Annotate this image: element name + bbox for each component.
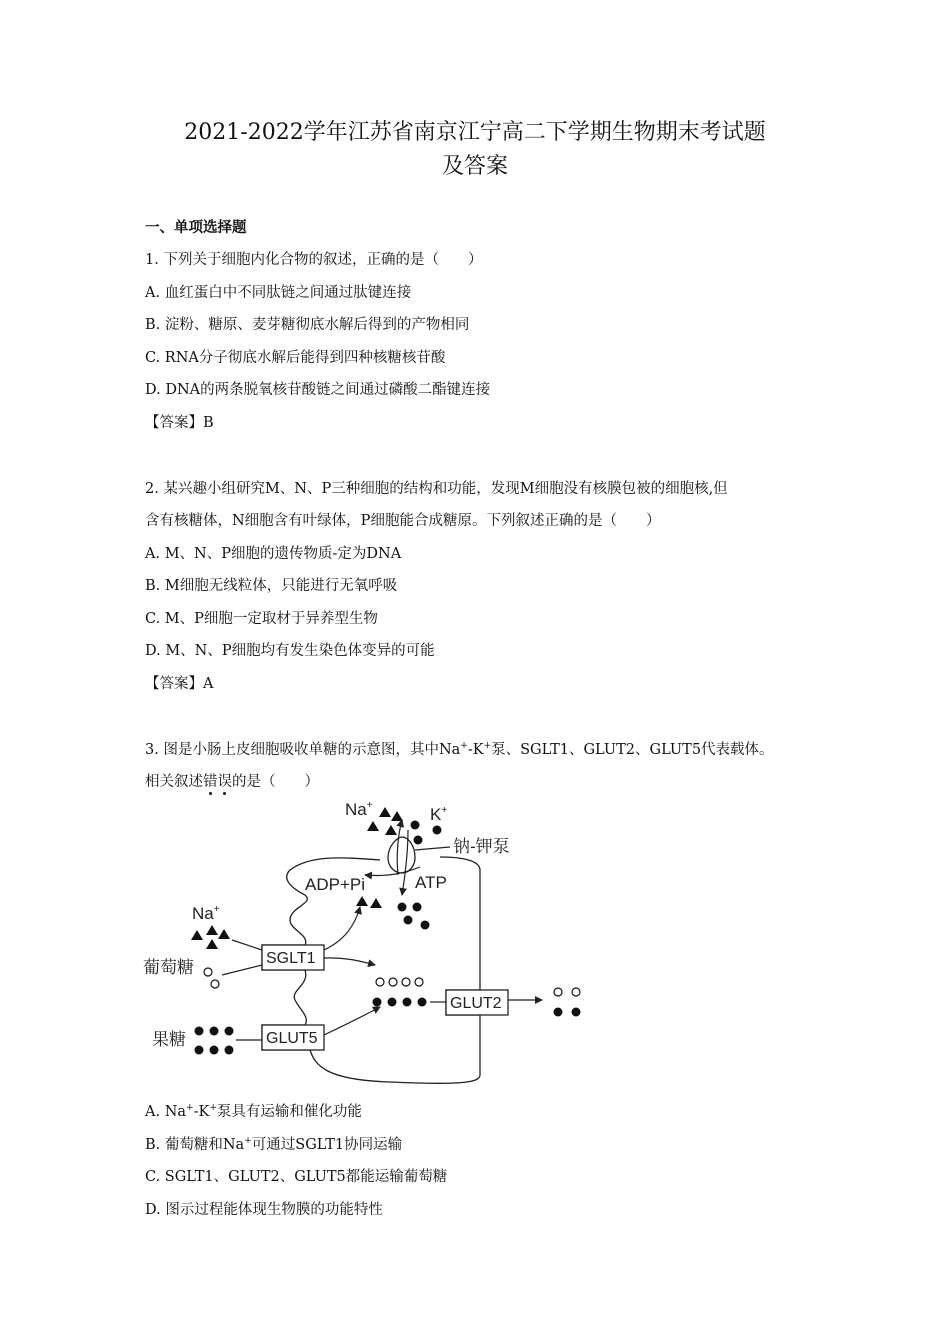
- section-heading: 一、单项选择题: [145, 219, 247, 236]
- document-title-line-1: 2021-2022学年江苏省南京江宁高二下学期生物期末考试题: [184, 120, 766, 145]
- k-top-label: K+: [430, 805, 448, 824]
- potassium-ions-outside-top: [411, 821, 442, 845]
- glut5-label: GLUT5: [266, 1030, 318, 1047]
- adp-label: ADP+Pi: [305, 875, 365, 894]
- q1-option-c: C. RNA分子彻底水解后能得到四种核糖核苷酸: [145, 350, 446, 366]
- q3-option-d: D. 图示过程能体现生物膜的功能特性: [145, 1202, 383, 1218]
- q3-option-c: C. SGLT1、GLUT2、GLUT5都能运输葡萄糖: [145, 1169, 448, 1185]
- q1-option-b: B. 淀粉、糖原、麦芽糖彻底水解后得到的产物相同: [145, 317, 470, 333]
- pump-label: 钠-钾泵: [453, 837, 510, 856]
- pump-arrow-na-out: [397, 820, 402, 875]
- glucose-molecules-lumen: [204, 968, 219, 988]
- pump-leader-line: [415, 847, 450, 850]
- glucose-molecules-cytoplasm: [376, 978, 423, 986]
- document-title-line-2: 及答案: [441, 154, 508, 179]
- q2-answer: 【答案】A: [145, 676, 214, 692]
- na-top-label: Na+: [345, 800, 373, 819]
- fructose-molecules-lumen: [195, 1027, 234, 1055]
- q3-option-a: A. Na+-K+泵具有运输和催化功能: [145, 1103, 362, 1120]
- sglt1-input-na: [232, 940, 262, 950]
- q2-option-b: B. M细胞无线粒体，只能进行无氧呼吸: [145, 578, 398, 594]
- glucose-label: 葡萄糖: [143, 958, 194, 977]
- fructose-molecules-blood: [554, 1008, 581, 1017]
- q2-option-c: C. M、P细胞一定取材于异养型生物: [145, 611, 378, 627]
- q2-option-a: A. M、N、P细胞的遗传物质-定为DNA: [145, 546, 402, 562]
- fructose-molecules-cytoplasm: [373, 998, 427, 1007]
- q2-stem-line-1: 2. 某兴趣小组研究M、N、P三种细胞的结构和功能，发现M细胞没有核膜包被的细胞核,但: [145, 481, 728, 497]
- q1-answer: 【答案】B: [145, 415, 214, 431]
- intestinal-cell-transport-diagram: [140, 795, 600, 1095]
- glut5-arrow: [324, 1007, 380, 1035]
- glucose-molecules-blood: [554, 988, 580, 996]
- sglt1-arrow-glucose: [324, 958, 375, 965]
- q2-stem-line-2: 含有核糖体，N细胞含有叶绿体，P细胞能合成糖原。下列叙述正确的是（ ）: [145, 513, 661, 529]
- q1-option-a: A. 血红蛋白中不同肽链之间通过肽键连接: [145, 285, 412, 301]
- sodium-ions-lumen: [191, 925, 230, 949]
- emphasis-char: 误: [218, 774, 233, 790]
- q1-stem: 1. 下列关于细胞内化合物的叙述，正确的是（ ）: [145, 252, 483, 268]
- pump-arrow-k-in: [402, 830, 408, 895]
- sodium-potassium-pump: [388, 837, 415, 873]
- q3-option-b: B. 葡萄糖和Na+可通过SGLT1协同运输: [145, 1136, 403, 1153]
- sglt1-arrow-na: [324, 907, 360, 950]
- atp-label: ATP: [415, 873, 447, 892]
- fructose-label: 果糖: [152, 1030, 186, 1049]
- potassium-ions-inside: [398, 903, 430, 930]
- q3-stem-line-2: 相关叙述错 误 的是（ ）: [145, 770, 319, 791]
- sglt1-input-glucose: [222, 965, 262, 975]
- emphasis-char: 错: [203, 774, 218, 790]
- q1-option-d: D. DNA的两条脱氧核苷酸链之间通过磷酸二酯键连接: [145, 382, 491, 398]
- q2-option-d: D. M、N、P细胞均有发生染色体变异的可能: [145, 643, 435, 659]
- sodium-ions-outside-top: [367, 807, 403, 835]
- sglt1-label: SGLT1: [266, 950, 316, 967]
- sodium-ions-inside: [356, 896, 382, 908]
- na-left-label: Na+: [192, 904, 220, 923]
- glut2-label: GLUT2: [450, 995, 502, 1012]
- q3-stem-line-1: 3. 图是小肠上皮细胞吸收单糖的示意图，其中Na+-K+泵、SGLT1、GLUT2、GLUT5代表载体。: [145, 741, 774, 758]
